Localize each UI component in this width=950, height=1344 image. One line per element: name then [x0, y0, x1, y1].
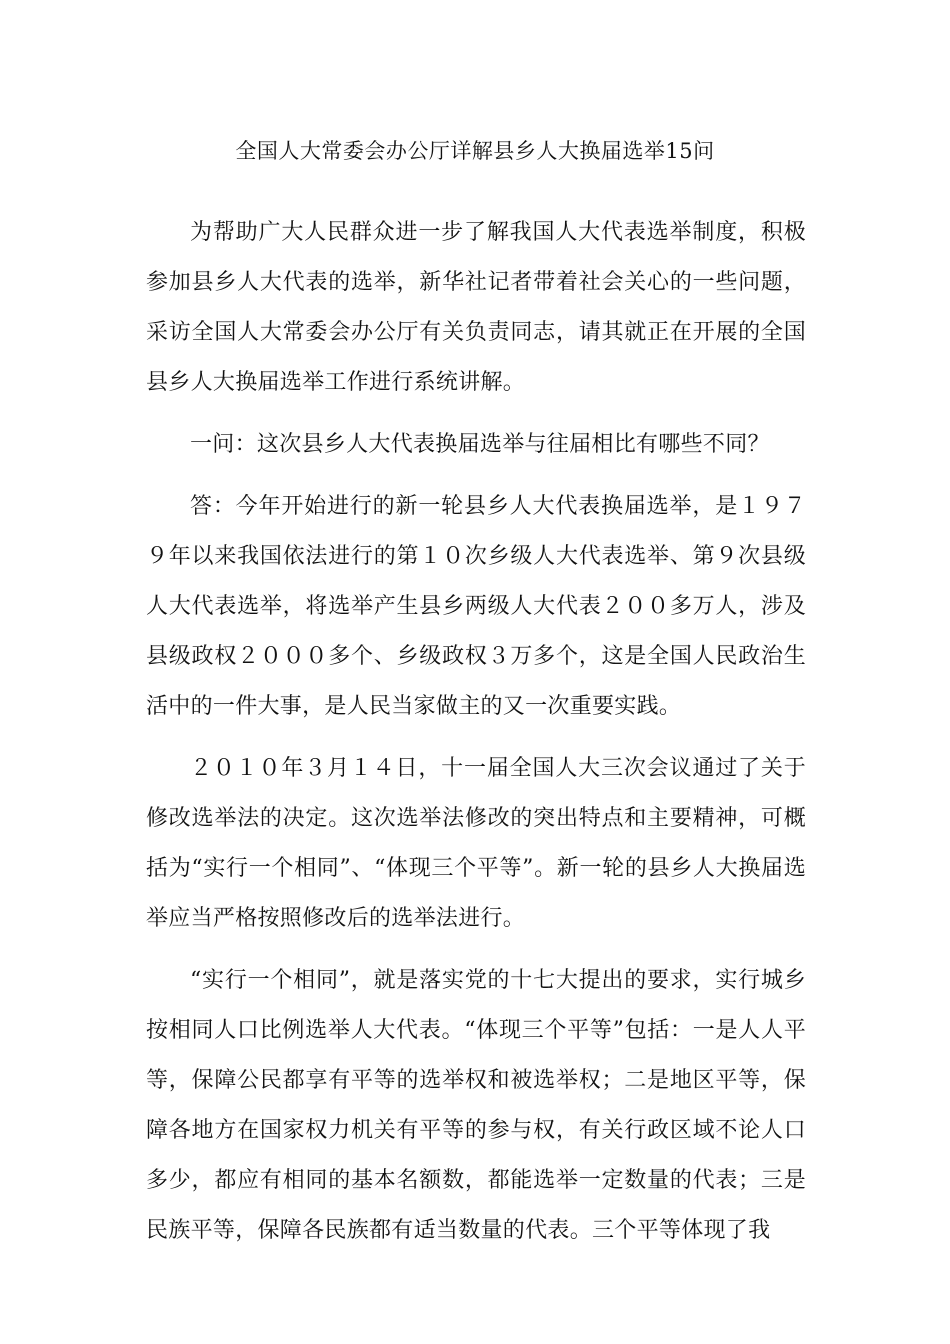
document-title: 全国人大常委会办公厅详解县乡人大换届选举15问 [235, 139, 715, 163]
paragraph-intro: 为帮助广大人民群众进一步了解我国人大代表选举制度，积极参加县乡人大代表的选举，新华社记者带着社会关心的一些问题，采访全国人大常委会办公厅有关负责同志，请其就正在开展的全国县乡人大换届选举工作进行系统讲解。 [146, 220, 806, 395]
paragraph-law-amendment: ２０１０年３月１４日，十一届全国人大三次会议通过了关于修改选举法的决定。这次选举法修改的突出特点和主要精神，可概括为“实行一个相同”、“体现三个平等”。新一轮的县乡人大换届选举应当严格按照修改后的选举法进行。 [146, 756, 806, 931]
paragraph-question-1: 一问：这次县乡人大代表换届选举与往届相比有哪些不同？ [190, 432, 770, 457]
document-body [146, 208, 806, 1268]
paragraph-equality: “实行一个相同”，就是落实党的十七大提出的要求，实行城乡按相同人口比例选举人大代表。“体现三个平等”包括：一是人人平等，保障公民都享有平等的选举权和被选举权；二是地区平等，保障各地方在国家权力机关有平等的参与权，有关行政区域不论人口多少，都应有相同的基本名额数，都能选举一定数量的代表；三是民族平等，保障各民族都有适当数量的代表。三个平等体现了我 [146, 968, 806, 1243]
paragraph-answer-1: 答：今年开始进行的新一轮县乡人大代表换届选举，是１９７９年以来我国依法进行的第１０次乡级人大代表选举、第９次县级人大代表选举，将选举产生县乡两级人大代表２００多万人，涉及县级政权２０００多个、乡级政权３万多个，这是全国人民政治生活中的一件大事，是人民当家做主的又一次重要实践。 [146, 494, 806, 719]
